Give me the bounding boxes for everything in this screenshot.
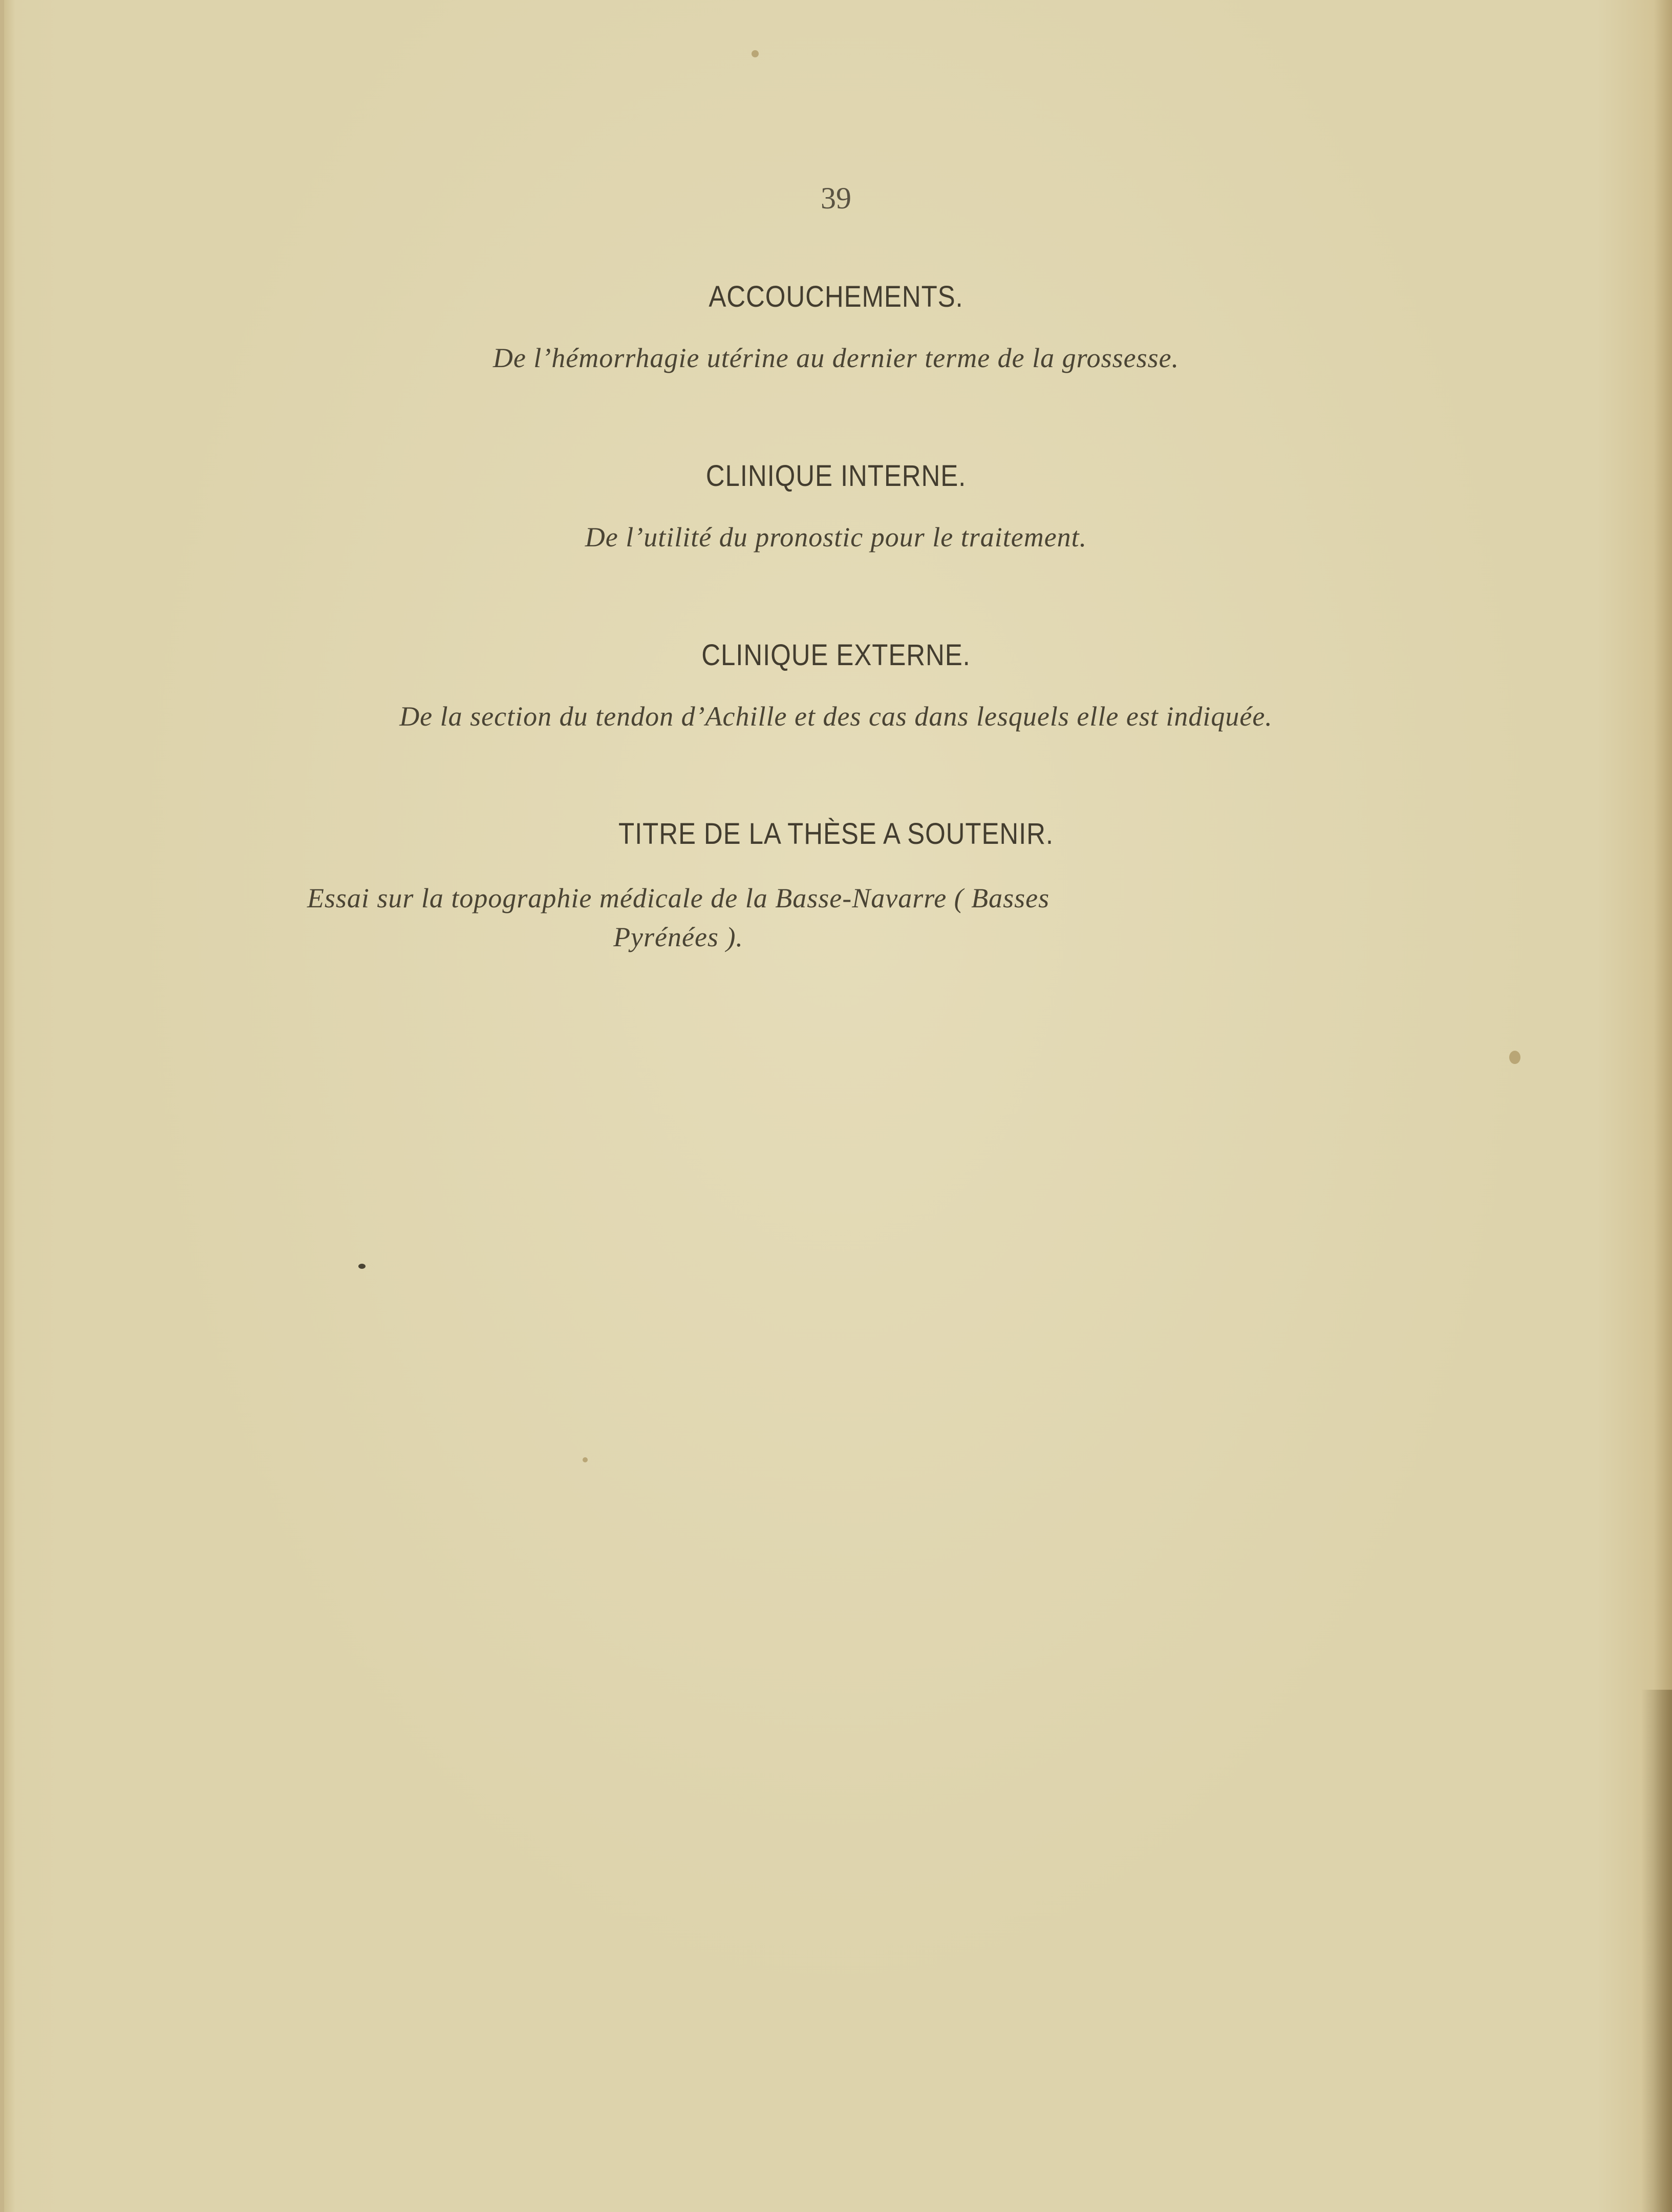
- page-number: 39: [821, 181, 851, 215]
- paper-speck: [358, 1264, 366, 1269]
- section-text-accouchements: De l’hémorrhagie utérine au dernier terme de la grossesse.: [492, 343, 1180, 373]
- section-text-titre-these: Essai sur la topographie médicale de la Basse-Navarre ( Basses Pyrénées ).: [307, 883, 1050, 952]
- section-heading-clinique-interne: CLINIQUE INTERNE.: [705, 459, 967, 493]
- page-right-shadow: [1641, 1690, 1672, 2212]
- section-heading-accouchements: ACCOUCHEMENTS.: [709, 280, 963, 313]
- section-text-clinique-interne: De l’utilité du pronostic pour le traitement.: [585, 522, 1087, 552]
- section-text-clinique-externe: De la section du tendon d’Achille et des cas dans lesquels elle est indiquée.: [399, 701, 1273, 732]
- paper-speck: [583, 1457, 588, 1462]
- paper-speck: [1509, 1051, 1520, 1064]
- paper-speck: [752, 50, 759, 57]
- page-left-edge: [0, 0, 4, 2212]
- section-heading-titre-these: TITRE DE LA THÈSE A SOUTENIR.: [618, 817, 1054, 850]
- section-heading-clinique-externe: CLINIQUE EXTERNE.: [701, 639, 971, 672]
